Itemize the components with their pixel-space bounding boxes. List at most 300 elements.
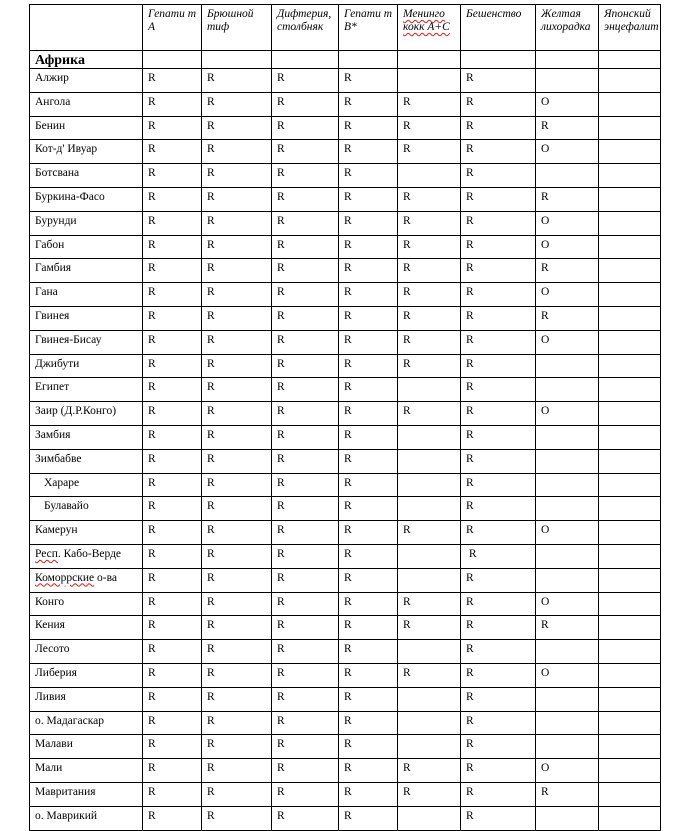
vaccine-cell <box>599 425 661 449</box>
vaccine-cell: R <box>143 592 202 616</box>
vaccine-cell: R <box>143 235 202 259</box>
vaccine-cell: O <box>536 235 599 259</box>
region-label: Африка <box>30 51 143 69</box>
vaccine-cell: R <box>339 235 398 259</box>
vaccine-cell: R <box>398 92 461 116</box>
vaccine-cell: R <box>202 616 272 640</box>
vaccine-cell: R <box>202 759 272 783</box>
vaccine-cell: R <box>202 711 272 735</box>
table-row <box>30 687 661 711</box>
vaccine-cell: R <box>398 402 461 426</box>
vaccine-cell <box>536 640 599 664</box>
country-cell <box>30 544 143 568</box>
vaccine-cell: R <box>339 521 398 545</box>
vaccine-cell: R <box>272 782 339 806</box>
vaccine-cell: R <box>461 687 536 711</box>
vaccine-cell: R <box>202 211 272 235</box>
table-row <box>30 378 661 402</box>
vaccine-cell: R <box>461 782 536 806</box>
vaccine-cell: R <box>339 259 398 283</box>
vaccine-cell: R <box>398 759 461 783</box>
country-cell: Гвинея-Бисау <box>30 330 143 354</box>
vaccine-cell <box>398 425 461 449</box>
vaccine-cell: R <box>272 378 339 402</box>
country-cell: Зимбабве <box>30 449 143 473</box>
vaccine-cell: R <box>461 235 536 259</box>
vaccine-cell: R <box>398 140 461 164</box>
vaccine-cell <box>536 806 599 830</box>
vaccine-cell <box>599 759 661 783</box>
vaccine-cell: R <box>536 616 599 640</box>
vaccine-cell: R <box>461 711 536 735</box>
vaccine-cell: R <box>272 521 339 545</box>
vaccine-cell: R <box>143 759 202 783</box>
vaccine-cell: R <box>202 378 272 402</box>
vaccine-cell: R <box>143 473 202 497</box>
vaccine-cell: R <box>339 544 398 568</box>
country-cell: Ботсвана <box>30 164 143 188</box>
vaccine-cell: R <box>202 116 272 140</box>
vaccine-cell: R <box>143 640 202 664</box>
vaccine-cell: R <box>461 497 536 521</box>
vaccine-cell: R <box>143 782 202 806</box>
vaccine-cell: R <box>339 140 398 164</box>
vaccine-cell <box>398 473 461 497</box>
vaccine-cell: R <box>202 473 272 497</box>
vaccine-cell: R <box>461 378 536 402</box>
vaccine-cell: R <box>398 259 461 283</box>
table-row <box>30 735 661 759</box>
vaccine-cell: R <box>461 449 536 473</box>
country-cell: Ливия <box>30 687 143 711</box>
country-cell: Буркина-Фасо <box>30 187 143 211</box>
vaccine-cell <box>599 473 661 497</box>
vaccine-cell <box>599 283 661 307</box>
vaccine-cell: R <box>272 711 339 735</box>
header-diphtheria-tetanus: Дифтерия, столбняк <box>272 5 339 51</box>
vaccine-cell: R <box>272 449 339 473</box>
vaccine-cell: R <box>398 187 461 211</box>
vaccine-cell: R <box>202 259 272 283</box>
vaccine-cell: O <box>536 140 599 164</box>
vaccine-cell <box>398 735 461 759</box>
vaccine-cell <box>398 544 461 568</box>
vaccine-cell: R <box>272 283 339 307</box>
vaccine-cell: R <box>202 735 272 759</box>
vaccine-cell: R <box>398 782 461 806</box>
table-row <box>30 806 661 830</box>
vaccine-cell: O <box>536 592 599 616</box>
vaccine-cell: R <box>143 211 202 235</box>
vaccine-cell: R <box>461 640 536 664</box>
vaccine-cell: R <box>272 497 339 521</box>
vaccine-cell: R <box>272 259 339 283</box>
vaccine-cell: R <box>143 306 202 330</box>
vaccine-cell: R <box>272 116 339 140</box>
vaccine-cell: R <box>143 378 202 402</box>
vaccine-cell: R <box>143 687 202 711</box>
vaccine-cell: R <box>339 306 398 330</box>
vaccine-cell: R <box>398 330 461 354</box>
country-cell: Алжир <box>30 69 143 93</box>
vaccine-cell: R <box>202 640 272 664</box>
vaccine-cell: R <box>272 592 339 616</box>
vaccine-cell: R <box>461 592 536 616</box>
vaccine-cell: R <box>202 92 272 116</box>
country-cell: Замбия <box>30 425 143 449</box>
vaccine-cell: R <box>536 259 599 283</box>
vaccine-cell <box>398 378 461 402</box>
vaccine-cell: R <box>339 187 398 211</box>
vaccine-cell <box>536 497 599 521</box>
vaccine-cell: R <box>398 283 461 307</box>
vaccine-cell: R <box>202 544 272 568</box>
vaccine-cell: R <box>272 402 339 426</box>
table-row <box>30 663 661 687</box>
vaccine-cell <box>599 782 661 806</box>
vaccine-cell: R <box>339 806 398 830</box>
vaccine-cell: R <box>272 187 339 211</box>
table-row <box>30 140 661 164</box>
vaccine-cell <box>599 806 661 830</box>
vaccine-cell: R <box>461 211 536 235</box>
vaccine-cell <box>536 378 599 402</box>
vaccine-cell <box>599 69 661 93</box>
table-row <box>30 425 661 449</box>
vaccine-cell: R <box>272 140 339 164</box>
country-cell: Камерун <box>30 521 143 545</box>
vaccine-cell <box>599 330 661 354</box>
vaccine-cell: R <box>398 211 461 235</box>
vaccine-cell: R <box>202 521 272 545</box>
vaccine-cell: R <box>202 568 272 592</box>
header-rabies: Бешенство <box>461 5 536 51</box>
vaccine-cell: R <box>272 69 339 93</box>
vaccine-cell <box>536 164 599 188</box>
vaccine-cell: R <box>461 473 536 497</box>
vaccine-cell <box>536 354 599 378</box>
vaccine-cell <box>599 92 661 116</box>
vaccine-cell <box>599 544 661 568</box>
vaccine-cell: R <box>339 402 398 426</box>
vaccine-cell: R <box>461 806 536 830</box>
vaccine-cell <box>536 687 599 711</box>
vaccine-cell: R <box>398 592 461 616</box>
vaccine-cell: R <box>202 425 272 449</box>
vaccine-cell: R <box>143 402 202 426</box>
vaccine-cell: R <box>143 711 202 735</box>
country-cell: о. Маврикий <box>30 806 143 830</box>
country-cell: Гана <box>30 283 143 307</box>
country-cell: Габон <box>30 235 143 259</box>
vaccine-cell: R <box>202 497 272 521</box>
vaccine-cell: R <box>461 164 536 188</box>
vaccine-cell: R <box>272 425 339 449</box>
vaccine-cell: R <box>272 164 339 188</box>
vaccine-cell: R <box>536 782 599 806</box>
vaccine-cell <box>398 449 461 473</box>
vaccine-cell: R <box>398 116 461 140</box>
header-meningococcus <box>398 5 461 51</box>
vaccine-cell: R <box>461 92 536 116</box>
vaccine-cell: R <box>461 116 536 140</box>
header-hepatitis-b: Гепати т В* <box>339 5 398 51</box>
vaccine-cell: R <box>202 782 272 806</box>
vaccine-cell: R <box>272 354 339 378</box>
header-typhoid: Брюшной тиф <box>202 5 272 51</box>
vaccine-cell: R <box>461 259 536 283</box>
country-name: Коморрские о-ва <box>35 571 117 584</box>
vaccine-cell: R <box>339 711 398 735</box>
vaccine-cell: R <box>143 425 202 449</box>
vaccine-cell: R <box>143 187 202 211</box>
vaccine-cell: R <box>202 449 272 473</box>
table-row <box>30 187 661 211</box>
vaccine-cell <box>599 211 661 235</box>
vaccine-cell: R <box>461 616 536 640</box>
vaccine-cell: R <box>143 544 202 568</box>
table-row <box>30 759 661 783</box>
vaccine-cell <box>599 592 661 616</box>
vaccine-cell <box>536 544 599 568</box>
vaccine-cell: R <box>461 306 536 330</box>
vaccine-cell: R <box>461 735 536 759</box>
vaccine-cell: R <box>398 616 461 640</box>
country-cell: Гвинея <box>30 306 143 330</box>
vaccine-cell: O <box>536 211 599 235</box>
vaccine-cell: R <box>461 140 536 164</box>
header-hepatitis-a: Гепати т А <box>143 5 202 51</box>
vaccine-cell: R <box>202 140 272 164</box>
vaccine-cell: R <box>272 616 339 640</box>
vaccine-cell <box>599 640 661 664</box>
vaccine-cell: R <box>143 140 202 164</box>
vaccine-cell: R <box>272 473 339 497</box>
vaccine-cell: R <box>339 69 398 93</box>
vaccine-cell <box>398 568 461 592</box>
country-cell: Ангола <box>30 92 143 116</box>
vaccine-cell: R <box>143 92 202 116</box>
table-row <box>30 211 661 235</box>
vaccine-cell <box>599 306 661 330</box>
vaccine-cell: R <box>143 116 202 140</box>
vaccine-cell: R <box>461 544 536 568</box>
header-yellow-fever: Желтая лихорадка <box>536 5 599 51</box>
vaccine-cell: R <box>461 663 536 687</box>
country-cell: Либерия <box>30 663 143 687</box>
country-cell: Булавайо <box>30 497 143 521</box>
table-row <box>30 521 661 545</box>
vaccine-cell: R <box>339 782 398 806</box>
vaccine-cell: R <box>272 330 339 354</box>
country-cell: Бурунди <box>30 211 143 235</box>
vaccine-cell: R <box>339 92 398 116</box>
vaccine-cell: R <box>143 330 202 354</box>
header-row <box>30 5 661 51</box>
vaccine-cell: R <box>272 735 339 759</box>
vaccine-cell <box>599 116 661 140</box>
vaccine-cell: O <box>536 92 599 116</box>
vaccine-cell: R <box>536 187 599 211</box>
vaccine-cell: R <box>202 592 272 616</box>
table-row <box>30 92 661 116</box>
vaccine-cell: R <box>202 306 272 330</box>
region-row <box>30 51 661 69</box>
vaccine-cell <box>599 140 661 164</box>
table-row <box>30 592 661 616</box>
country-cell: Гамбия <box>30 259 143 283</box>
vaccine-cell: R <box>143 283 202 307</box>
vaccine-cell <box>599 187 661 211</box>
country-cell: о. Мадагаскар <box>30 711 143 735</box>
vaccine-cell <box>398 687 461 711</box>
table-row <box>30 283 661 307</box>
vaccine-cell: R <box>202 663 272 687</box>
vaccine-cell: R <box>202 187 272 211</box>
vaccine-cell <box>398 69 461 93</box>
vaccine-cell: R <box>272 759 339 783</box>
table-row <box>30 402 661 426</box>
vaccine-cell: R <box>339 378 398 402</box>
vaccine-cell <box>536 449 599 473</box>
country-cell: Кения <box>30 616 143 640</box>
vaccine-cell: O <box>536 759 599 783</box>
vaccine-cell: O <box>536 402 599 426</box>
vaccine-cell: R <box>398 306 461 330</box>
vaccine-cell: R <box>398 521 461 545</box>
vaccine-cell: R <box>202 330 272 354</box>
vaccine-cell <box>599 616 661 640</box>
vaccine-cell: R <box>461 568 536 592</box>
table-row <box>30 306 661 330</box>
vaccine-cell <box>599 497 661 521</box>
vaccine-cell: R <box>461 283 536 307</box>
table-row <box>30 568 661 592</box>
vaccine-cell: R <box>202 354 272 378</box>
vaccine-cell <box>599 687 661 711</box>
table-row <box>30 711 661 735</box>
table-row <box>30 616 661 640</box>
vaccine-cell: R <box>143 497 202 521</box>
table-row <box>30 782 661 806</box>
vaccine-cell <box>398 806 461 830</box>
vaccine-cell <box>599 259 661 283</box>
vaccine-cell <box>536 69 599 93</box>
vaccine-cell: R <box>461 330 536 354</box>
table-row <box>30 235 661 259</box>
vaccine-cell: R <box>272 806 339 830</box>
vaccine-cell: R <box>143 568 202 592</box>
vaccine-cell: R <box>202 806 272 830</box>
vaccine-cell <box>536 735 599 759</box>
spell-underline: Коморрские <box>35 571 95 584</box>
vaccine-cell: R <box>461 354 536 378</box>
vaccine-cell: R <box>536 306 599 330</box>
vaccine-cell: O <box>536 283 599 307</box>
vaccine-cell: R <box>339 354 398 378</box>
country-cell: Кот-д' Ивуар <box>30 140 143 164</box>
table-row <box>30 473 661 497</box>
table-row <box>30 330 661 354</box>
vaccine-cell: R <box>272 235 339 259</box>
vaccine-cell: R <box>272 640 339 664</box>
country-cell: Бенин <box>30 116 143 140</box>
vaccine-cell: R <box>339 497 398 521</box>
vaccine-cell <box>599 568 661 592</box>
vaccine-cell: R <box>339 283 398 307</box>
vaccine-cell <box>599 354 661 378</box>
header-meningococcus-spell-underline: Менинго кокк А+С <box>403 8 450 34</box>
vaccine-cell: R <box>339 568 398 592</box>
vaccine-cell: R <box>272 92 339 116</box>
vaccine-cell: R <box>272 568 339 592</box>
country-cell: Конго <box>30 592 143 616</box>
vaccine-cell: R <box>461 759 536 783</box>
vaccine-cell: R <box>202 687 272 711</box>
vaccine-cell: R <box>461 402 536 426</box>
table-row <box>30 544 661 568</box>
vaccine-cell: R <box>536 116 599 140</box>
table-row <box>30 640 661 664</box>
vaccine-cell <box>536 568 599 592</box>
vaccine-cell: R <box>339 616 398 640</box>
vaccine-cell: R <box>339 164 398 188</box>
vaccine-cell: R <box>461 521 536 545</box>
vaccine-cell: R <box>143 521 202 545</box>
vaccine-cell <box>536 473 599 497</box>
vaccine-cell: R <box>272 544 339 568</box>
vaccine-cell: R <box>272 211 339 235</box>
vaccine-cell: R <box>339 425 398 449</box>
vaccine-cell <box>599 402 661 426</box>
vaccine-cell: R <box>339 330 398 354</box>
vaccine-cell: R <box>398 663 461 687</box>
vaccine-cell: R <box>143 806 202 830</box>
table-body <box>30 51 661 831</box>
vaccine-cell: R <box>339 735 398 759</box>
vaccine-cell: O <box>536 330 599 354</box>
vaccine-cell: R <box>339 449 398 473</box>
table-row <box>30 497 661 521</box>
vaccine-cell: R <box>202 164 272 188</box>
vaccine-cell: R <box>339 211 398 235</box>
vaccine-cell <box>599 711 661 735</box>
vaccine-cell: R <box>461 425 536 449</box>
table-row <box>30 354 661 378</box>
header-japanese-encephalitis: Японский энцефалит <box>599 5 661 51</box>
vaccine-cell: R <box>143 616 202 640</box>
vaccine-cell: R <box>339 663 398 687</box>
vaccine-cell <box>599 521 661 545</box>
vaccine-cell: R <box>339 759 398 783</box>
vaccine-cell: R <box>272 306 339 330</box>
vaccine-cell: R <box>143 735 202 759</box>
vaccine-cell: R <box>339 592 398 616</box>
vaccine-cell: R <box>202 283 272 307</box>
vaccine-cell <box>398 497 461 521</box>
vaccine-cell <box>599 663 661 687</box>
country-cell <box>30 568 143 592</box>
spell-underline: Респ <box>35 547 58 560</box>
vaccine-cell <box>599 449 661 473</box>
vaccine-cell: R <box>461 187 536 211</box>
header-country-column <box>30 5 143 51</box>
table-row <box>30 164 661 188</box>
vaccine-cell: R <box>202 69 272 93</box>
country-cell: Малави <box>30 735 143 759</box>
vaccine-cell: R <box>143 69 202 93</box>
vaccine-cell <box>599 235 661 259</box>
